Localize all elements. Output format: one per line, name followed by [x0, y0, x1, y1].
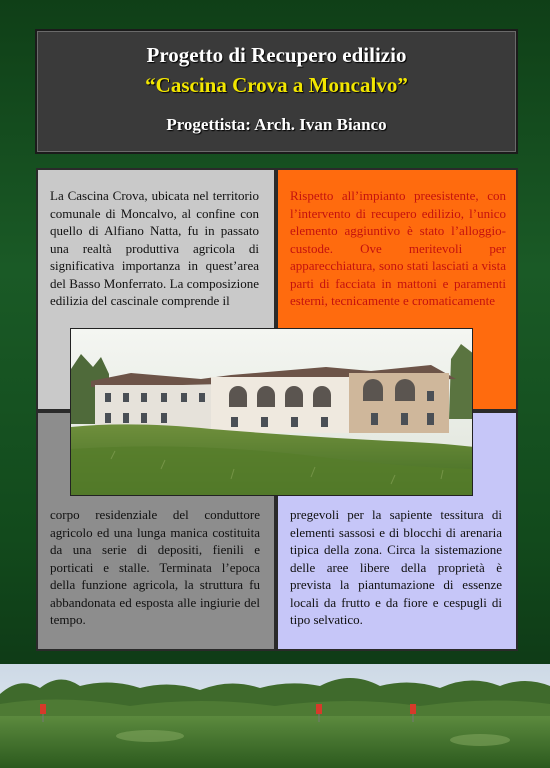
paragraph-top-left: La Cascina Crova, ubicata nel territorio comunale di Moncalvo, al confine con quello di Alfiano Natta, fu in passato una realtà produttiva agricola di significativa importanza in quest’area del Basso Monferrato. La composizione edilizia del cascinale comprende il: [50, 188, 259, 308]
paragraph-bottom-left: corpo residenziale del conduttore agricolo ed una lunga manica costituita da una serie di depositi, fienili e porticati e stalle. Terminata l’epoca della funzione agricola, la struttura fu abbandonata ed esposta alle ingiurie del tempo.: [50, 507, 260, 627]
header-box: [35, 29, 518, 154]
title-line-1: Progetto di Recupero edilizio: [146, 43, 407, 67]
title-line-2: “Cascina Crova a Moncalvo”: [145, 73, 408, 97]
bottom-landscape-strip: [0, 664, 550, 768]
farmhouse-photo: [70, 328, 473, 496]
designer-credit: Progettista: Arch. Ivan Bianco: [166, 115, 387, 134]
paragraph-top-right: Rispetto all’impianto preesistente, con l’intervento di recupero edilizio, l’unico elemento aggiuntivo è stato l’alloggio-custode. Ove meritevoli per apparecchiatura, sono stati lasciati a vista parti di facciata in mattoni e paramenti esterni, tecnicamente e cromaticamente: [290, 188, 506, 308]
paragraph-bottom-right: pregevoli per la sapiente tessitura di elementi sassosi e di blocchi di arenaria tipica della zona. Circa la sistemazione delle aree libere della proprietà è prevista la piantumazione di essenze locali da frutto e da fiore e cespugli di tipo selvatico.: [290, 507, 502, 627]
